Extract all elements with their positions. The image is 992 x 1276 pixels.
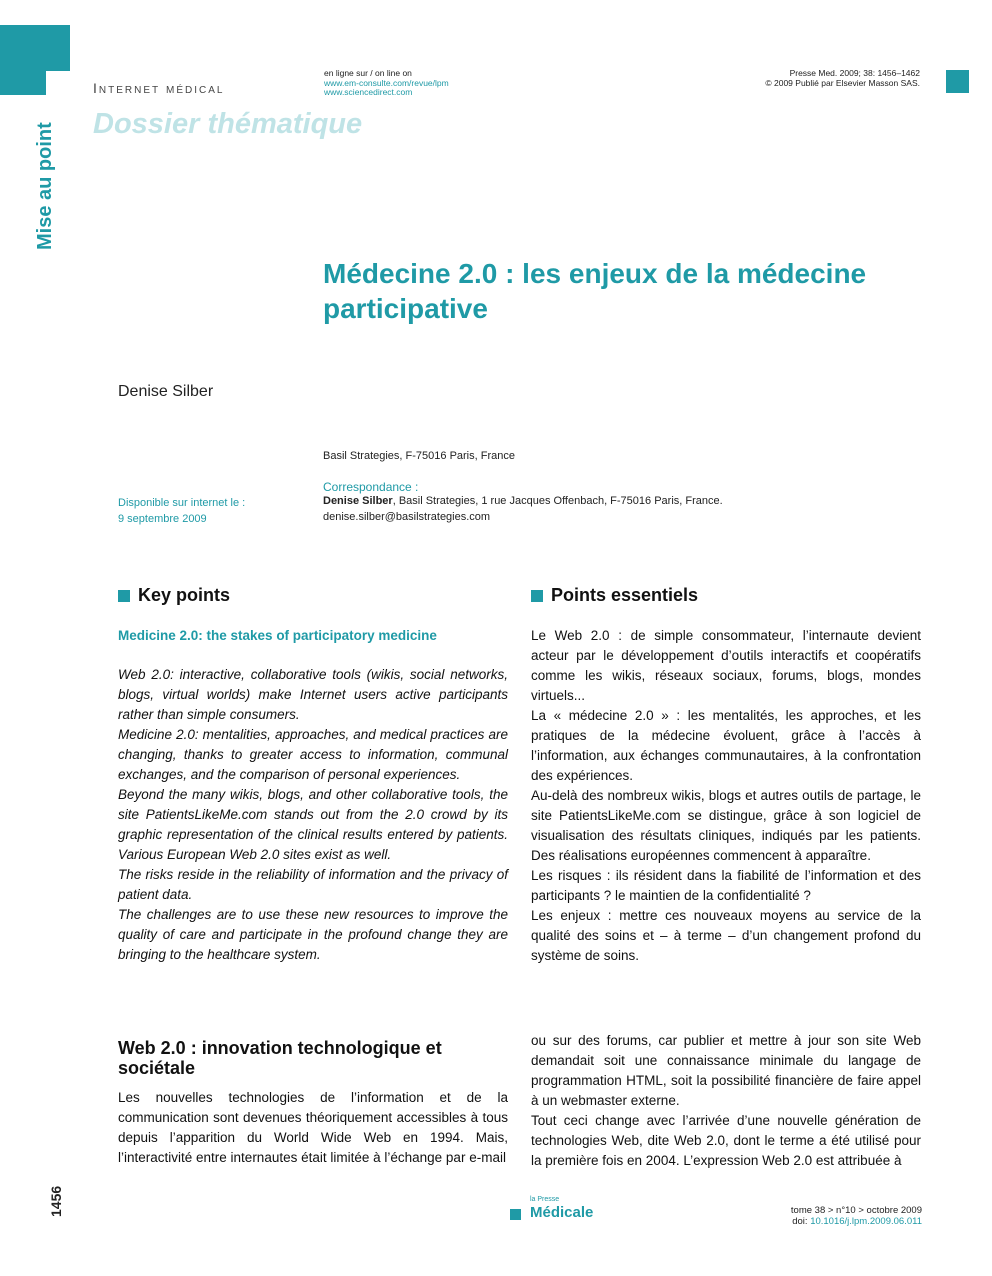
body-paragraph: Les nouvelles technologies de l’information et de la communication sont devenues théoriquement accessibles à tous depuis l’apparition du World Wide Web en 1994. Mais, l’interactivité entre internautes était limitée à l’échange par e-mail [118, 1090, 508, 1165]
journal-citation: Presse Med. 2009; 38: 1456–1462 [789, 68, 920, 78]
issue-info: tome 38 > n°10 > octobre 2009 [790, 1205, 922, 1216]
side-label: Mise au point [34, 122, 56, 250]
key-point-paragraph: The risks reside in the reliability of information and the privacy of patient data. [118, 867, 508, 902]
key-points-heading [118, 585, 230, 606]
online-link-emconsulte[interactable]: www.em-consulte.com/revue/lpm [324, 77, 449, 88]
dossier-banner: Dossier thématique [93, 108, 363, 140]
key-points-subtitle: Medicine 2.0: the stakes of participatory medicine [118, 628, 437, 643]
key-points-heading-text: Key points [138, 585, 231, 605]
availability-info [118, 495, 245, 527]
doi-prefix: doi: [792, 1215, 811, 1227]
author-affiliation: Basil Strategies, F-75016 Paris, France [323, 450, 515, 462]
section-label: Internet médical [93, 80, 225, 96]
doi-line [791, 1217, 922, 1228]
point-essentiel-paragraph: Les risques : ils résident dans la fiabilité de l’information et des participants ? le maintien de la confidentialité ? [531, 868, 921, 903]
corner-block-top-left-step [0, 71, 46, 95]
key-point-paragraph: Beyond the many wikis, blogs, and other collaborative tools, the site PatientsLikeMe.com stands out from the 2.0 crowd by its graphic representation of the clinical results entered by patients. Various European Web 2.0 sites exist as well. [118, 787, 508, 862]
heading-square-icon [531, 590, 543, 602]
correspondence-label: Correspondance : [323, 480, 419, 494]
corner-block-top-left [0, 25, 70, 71]
body-right-column [531, 1031, 921, 1171]
availability-label: Disponible sur internet le : [118, 497, 246, 509]
online-availability [324, 69, 449, 98]
doi-link[interactable]: 10.1016/j.lpm.2009.06.011 [810, 1215, 922, 1227]
journal-reference [765, 69, 920, 88]
body-paragraph: ou sur des forums, car publier et mettre à jour son site Web demandait soit une connaissance minimale du langage de programmation HTML, soit la possibilité financière de faire appel à un webmaster externe. [531, 1033, 921, 1108]
body-paragraph: Tout ceci change avec l’arrivée d’une nouvelle génération de technologies Web, dite Web 2.0, dont le terme a été utilisé pour la première fois en 2004. L’expression Web 2.0 est attribuée à [531, 1113, 921, 1168]
journal-logo [510, 1196, 593, 1222]
page-number: 1456 [48, 1185, 64, 1217]
article-title: Médecine 2.0 : les enjeux de la médecine participative [323, 258, 867, 324]
key-points-text [118, 665, 508, 965]
article-author: Denise Silber [118, 383, 214, 400]
copyright-line: © 2009 Publié par Elsevier Masson SAS. [765, 77, 920, 88]
correspondence-address: , Basil Strategies, 1 rue Jacques Offenbach, F-75016 Paris, France. [392, 495, 723, 507]
online-link-sciencedirect[interactable]: www.sciencedirect.com [324, 87, 413, 97]
availability-date: 9 septembre 2009 [118, 513, 207, 525]
correspondence-email[interactable]: denise.silber@basilstrategies.com [323, 511, 491, 523]
footer-reference [791, 1206, 922, 1227]
points-essentiels-heading-text: Points essentiels [551, 585, 699, 605]
online-prefix: en ligne sur / on line on [324, 68, 412, 78]
point-essentiel-paragraph: Le Web 2.0 : de simple consommateur, l’internaute devient acteur par le développement d’outils interactifs et coopératifs comme les wikis, réseaux sociaux, forums, blogs, mondes virtuels... [531, 628, 921, 703]
correspondence-line [323, 495, 723, 507]
points-essentiels-text [531, 626, 921, 966]
key-point-paragraph: Medicine 2.0: mentalities, approaches, and medical practices are changing, thanks to greater access to information, communal exchanges, and the comparison of personal experiences. [118, 727, 508, 782]
logo-small-text: la Presse [530, 1196, 560, 1203]
point-essentiel-paragraph: La « médecine 2.0 » : les mentalités, les approches, et les pratiques de la médecine évoluent, grâce à l’accès à l’information, aux échanges communautaires, à la confrontation des expériences. [531, 708, 921, 783]
key-point-paragraph: Web 2.0: interactive, collaborative tools (wikis, social networks, blogs, virtual worlds) make Internet users active participants rather than simple consumers. [118, 667, 508, 722]
points-essentiels-heading [531, 585, 698, 606]
key-point-paragraph: The challenges are to use these new resources to improve the quality of care and participate in the profound change they are bringing to the healthcare system. [118, 907, 508, 962]
logo-square-icon [510, 1209, 521, 1220]
body-section-heading: Web 2.0 : innovation technologique et sociétale [118, 1038, 442, 1078]
corner-block-top-right [946, 70, 969, 93]
heading-square-icon [118, 590, 130, 602]
correspondence-name: Denise Silber [323, 495, 393, 507]
point-essentiel-paragraph: Les enjeux : mettre ces nouveaux moyens au service de la qualité des soins et – à terme – d’un changement profond du système de soins. [531, 908, 921, 963]
point-essentiel-paragraph: Au-delà des nombreux wikis, blogs et autres outils de partage, le site PatientsLikeMe.com se distingue, grâce à son logiciel de visualisation des résultats cliniques, indiqués par les patients. Des réalisations européennes commencent à apparaître. [531, 788, 921, 863]
body-left-column [118, 1088, 508, 1168]
logo-big-text: Médicale [530, 1204, 594, 1221]
